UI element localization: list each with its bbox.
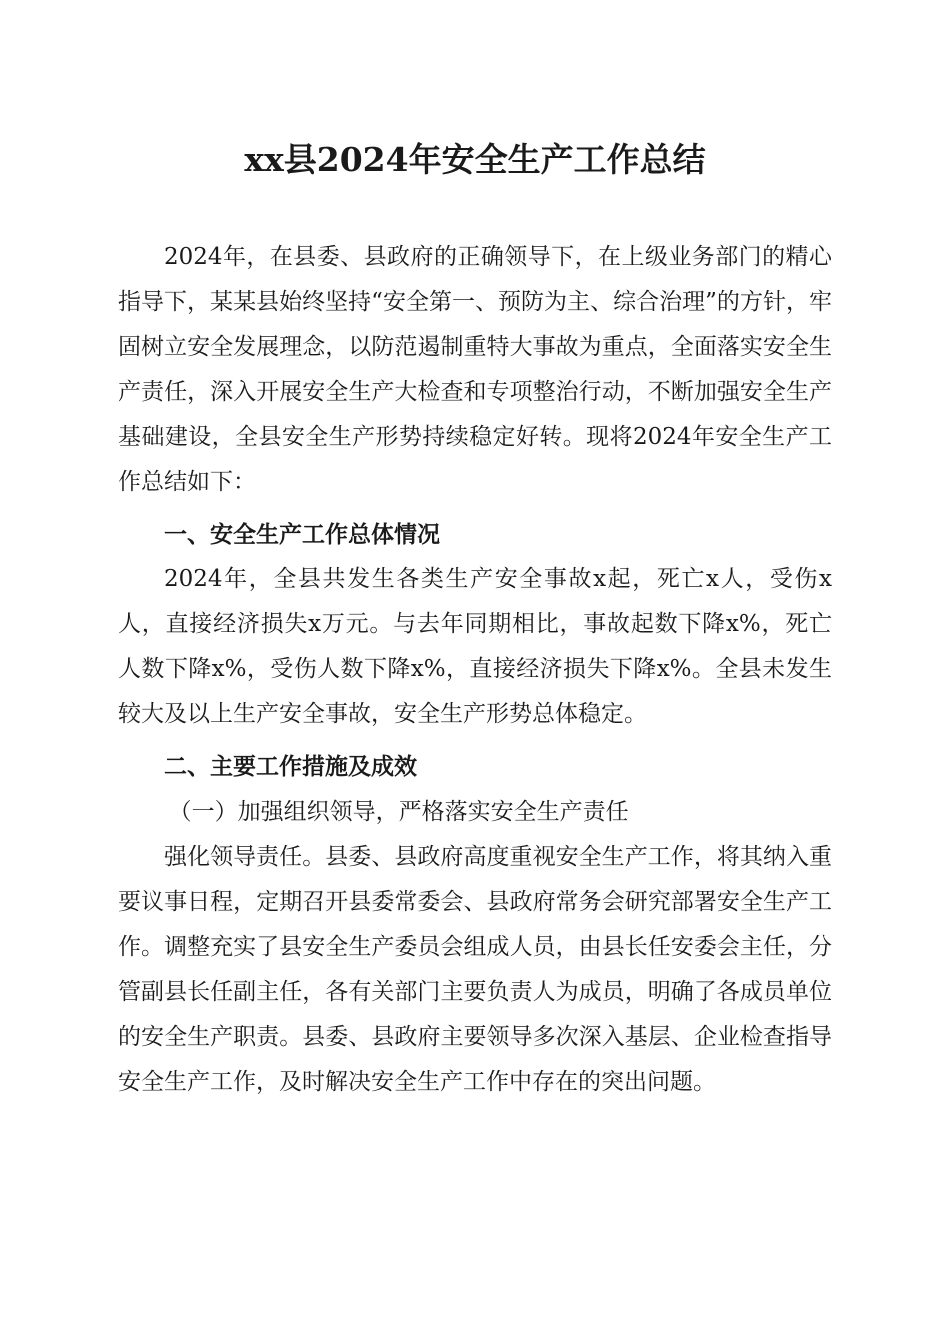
intro-paragraph: 2024年，在县委、县政府的正确领导下，在上级业务部门的精心指导下，某某县始终坚持“安全第一、预防为主、综合治理”的方针，牢固树立安全发展理念，以防范遏制重特大事故为重点，全面落实安全生产责任，深入开展安全生产大检查和专项整治行动，不断加强安全生产基础建设，全县安全生产形势持续稳定好转。现将2024年安全生产工作总结如下：	[118, 244, 832, 495]
section-2-heading: 二、主要工作措施及成效	[164, 754, 417, 780]
section-1-heading: 一、安全生产工作总体情况	[164, 522, 440, 548]
subsection-1-paragraph: 强化领导责任。县委、县政府高度重视安全生产工作，将其纳入重要议事日程，定期召开县委常委会、县政府常务会研究部署安全生产工作。调整充实了县安全生产委员会组成人员，由县长任安委会主任，分管副县长任副主任，各有关部门主要负责人为成员，明确了各成员单位的安全生产职责。县委、县政府主要领导多次深入基层、企业检查指导安全生产工作，及时解决安全生产工作中存在的突出问题。	[118, 844, 832, 1095]
subsection-1-heading: （一）加强组织领导，严格落实安全生产责任	[168, 799, 629, 825]
document-title: xx县2024年安全生产工作总结	[244, 140, 706, 179]
section-1-paragraph: 2024年，全县共发生各类生产安全事故x起，死亡x人，受伤x人，直接经济损失x万元。与去年同期相比，事故起数下降x%，死亡人数下降x%，受伤人数下降x%，直接经济损失下降x%。全县未发生较大及以上生产安全事故，安全生产形势总体稳定。	[118, 566, 832, 727]
document-body	[118, 235, 832, 1105]
